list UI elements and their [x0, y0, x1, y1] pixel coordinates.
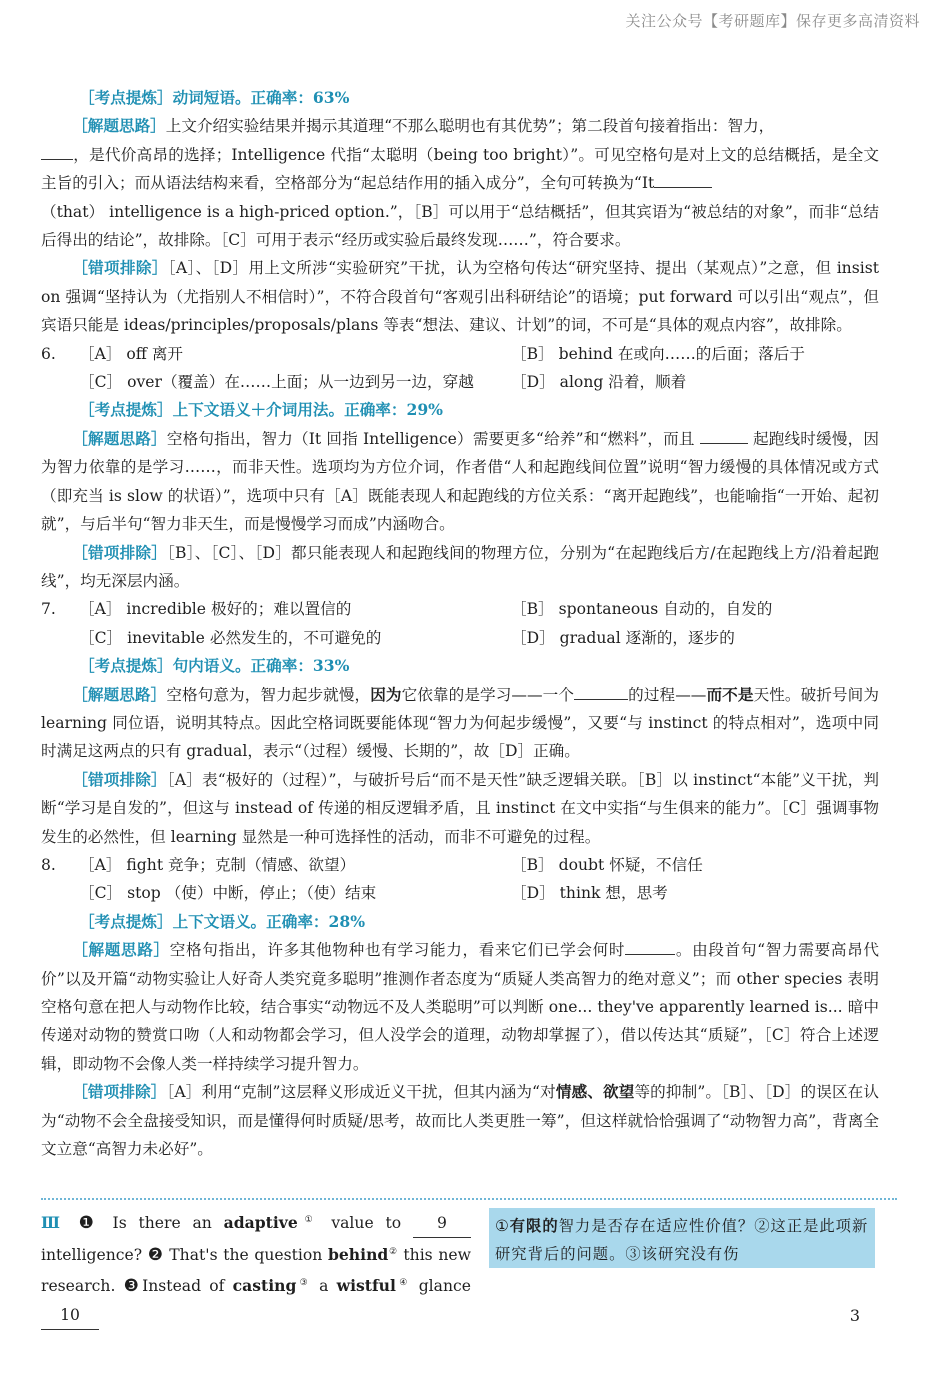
q8-option-a: ［A］ fight 竞争；克制（情感、欲望） [79, 855, 356, 874]
q6-point-tag: ［考点提炼］上下文语义＋介词用法。正确率：29% [79, 400, 443, 420]
section-divider [41, 1198, 897, 1200]
q8-option-d: ［D］ think 想，思考 [511, 884, 668, 903]
page-number: 3 [849, 1306, 860, 1325]
q7-options-row2 [41, 624, 879, 652]
q8-reasoning: ［解题思路］空格句指出，许多其他物种也有学习能力，看来它们已学会何时 。由段首句“智力需要高昂代价”以及开篇“动物实验让人好奇人类究竟多聪明”推测作者态度为“质疑人类高智力的绝对意义”；而 other species 表明空格句意在把人与动物作比较，结合事实“动物远不及人类聪明”可以判断 one... they've apparently learned is... 暗中传递对动物的赞赏口吻（人和动物都会学习，但人没学会的道理，动物却掌握了），借以传达其“质疑”，［C］符合上述逻辑，即动物不会像人类一样持续学习提升智力。 [41, 940, 879, 1073]
section3-label: Ⅲ [41, 1213, 67, 1233]
q5-point-tag: ［考点提炼］动词短语。正确率：63% [79, 88, 350, 107]
section3-passage: Ⅲ ❶ Is there an adaptive① value to 9 intelligence? ❷ That's the question behind② this new research. ❸Instead of casting③ a wistful④ glance 10 [41, 1206, 471, 1330]
q7-point-tag: ［考点提炼］句内语义。正确率：33% [79, 656, 350, 676]
q6-options-row1: 6. ［A］ off 离开 ［B］ behind 在或向……的后面；落后于 [41, 340, 879, 368]
q5-wrong-options: ［错项排除］［A］、［D］用上文所涉“实验研究”干扰，认为空格句传达“研究坚持、提出（某观点）”之意，但 insist on 强调“坚持认为（尤指别人不相信时）”，不符合段首句“客观引出科研结论”的语境；put forward 可以引出“观点”，但宾语只能是 ideas/principles/proposals/plans 等表“想法、建议、计划”的词，不可是“具体的观点内容”，故排除。 [41, 258, 879, 335]
q6-option-d: ［D］ along 沿着，顺着 [511, 373, 687, 392]
blank-9: 9 [413, 1209, 471, 1238]
q7-wrong-options: ［错项排除］［A］表“极好的（过程）”，与破折号后“而不是天性”缺乏逻辑关联。［B］以 instinct“本能”义干扰，判断“学习是自发的”，但这与 instead of 传递的相反逻辑矛盾，且 instinct 在文中实指“与生俱来的能力”。［C］强调事物发生的必然性，但 learning 显然是一种可选择性的活动，而非不可避免的过程。 [41, 769, 879, 846]
q7-option-c: ［C］ inevitable 必然发生的，不可避免的 [79, 628, 382, 647]
q6-option-c: ［C］ over（覆盖）在……上面；从一边到另一边，穿越 [79, 373, 474, 392]
blank-10: 10 [41, 1301, 99, 1330]
q6-options-row2 [41, 368, 879, 396]
q8-options-row2 [41, 879, 879, 907]
section3-translation-box: ①有限的智力是否存在适应性价值？②这正是此项新研究背后的问题。③该研究没有伤 [489, 1208, 875, 1268]
q8-point-tag: ［考点提炼］上下文语义。正确率：28% [79, 911, 366, 931]
q5-reasoning-cont2: （that） intelligence is a high-priced option.”，［B］可以用于“总结概括”，但其宾语为“被总结的对象”，而非“总结后得出的结论”，故排除。［C］可用于表示“经历或实验后最终发现……”，符合要求。 [41, 202, 879, 250]
q6-option-a: ［A］ off 离开 [79, 344, 184, 363]
q8-option-c: ［C］ stop （使）中断，停止；（使）结束 [79, 884, 377, 903]
answer-explanations [41, 84, 879, 1163]
q7-option-b: ［B］ spontaneous 自动的，自发的 [511, 600, 773, 619]
q8-options-row1: 8. ［A］ fight 竞争；克制（情感、欲望） ［B］ doubt 怀疑，不信任 [41, 851, 879, 879]
q6-option-b: ［B］ behind 在或向……的后面；落后于 [511, 344, 805, 363]
q6-reasoning: ［解题思路］空格句指出，智力（It 回指 Intelligence）需要更多“给养”和“燃料”，而且 起跑线时缓慢，因为智力依靠的是学习……，而非天性。选项均为方位介词，作者借“人和起跑线间位置”说明“智力缓慢的具体情况或方式（即充当 is slow 的状语）”，选项中只有［A］既能表现人和起跑线的方位关系：“离开起跑线”，也能喻指“一开始、起初就”，与后半句“智力非天生，而是慢慢学习而成”内涵吻合。 [41, 428, 879, 534]
q7-options-row1: 7. ［A］ incredible 极好的；难以置信的 ［B］ spontaneous 自动的，自发的 [41, 595, 879, 623]
q8-option-b: ［B］ doubt 怀疑，不信任 [511, 855, 703, 874]
q6-wrong-options: ［错项排除］［B］、［C］、［D］都只能表现人和起跑线间的物理方位，分别为“在起跑线后方/在起跑线上方/沿着起跑线”，均无深层内涵。 [41, 542, 879, 590]
q5-reasoning: ［解题思路］上文介绍实验结果并揭示其道理“不那么聪明也有其优势”；第二段首句接着指出：智力， [72, 116, 775, 136]
q8-wrong-options: ［错项排除］［A］利用“克制”这层释义形成近义干扰，但其内涵为“对情感、欲望等的抑制”。［B］、［D］的误区在认为“动物不会全盘接受知识，而是懂得何时质疑/思考，故而比人类更胜一筹”，但这样就恰恰强调了“动物智力高”，背离全文立意“高智力未必好”。 [41, 1082, 879, 1159]
q7-option-d: ［D］ gradual 逐渐的，逐步的 [511, 628, 735, 647]
q7-option-a: ［A］ incredible 极好的；难以置信的 [79, 600, 352, 619]
q7-reasoning: ［解题思路］空格句意为，智力起步就慢，因为它依靠的是学习——一个 的过程——而不是天性。破折号间为 learning 同位语，说明其特点。因此空格词既要能体现“智力为何起步缓慢”，又要“与 instinct 的特点相对”，选项中同时满足这两点的只有 gradual，表示“（过程）缓慢、长期的”，故［D］正确。 [41, 684, 879, 761]
q5-reasoning-cont: ，是代价高昂的选择；Intelligence 代指“太聪明（being too bright）”。可见空格句是对上文的总结概括，是全文主旨的引入；而从语法结构来看，空格部分为“起总结作用的插入成分”，全句可转换为“It [41, 145, 879, 193]
header-watermark-note: 关注公众号【考研题库】保存更多高清资料 [625, 12, 920, 30]
